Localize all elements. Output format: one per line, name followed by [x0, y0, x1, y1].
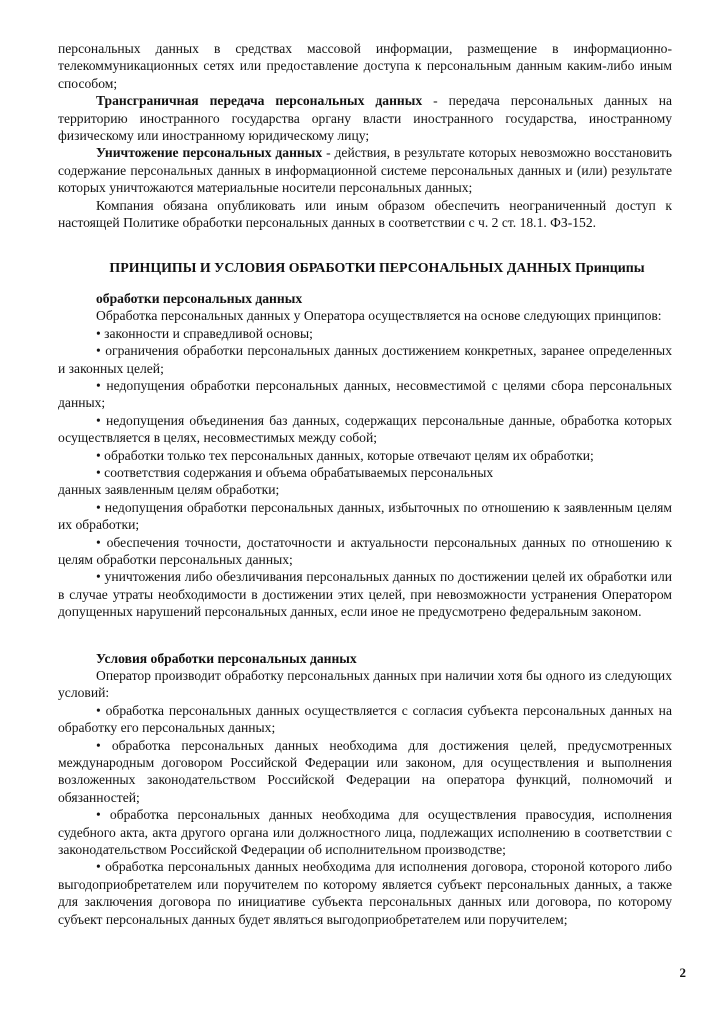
list-item: • законности и справедливой основы; [96, 325, 313, 341]
principles-intro: Обработка персональных данных у Оператора осуществляется на основе следующих принципов: [96, 308, 662, 324]
list-item: • уничтожения либо обезличивания персональных данных по достижении целей их обработки или в случае утраты необходимости в достижении этих целей, при невозможности устранения Оператором допущенных нарушений персональных данных, если иное не предусмотрено федеральным законом. [58, 569, 672, 620]
list-item: • недопущения объединения баз данных, содержащих персональные данные, обработка которых осуществляется в целях, несовместимых между собой; [58, 412, 672, 446]
list-item: • соответствия содержания и объема обрабатываемых персональных [96, 464, 494, 480]
list-item: • обработка персональных данных осуществляется с согласия субъекта персональных данных на обработку его персональных данных; [58, 702, 672, 736]
page-number: 2 [679, 965, 686, 980]
principles-subheading: обработки персональных данных [96, 290, 303, 306]
list-item: • обеспечения точности, достаточности и актуальности персональных данных по отношению к целям обработки персональных данных; [58, 534, 672, 567]
term-destruction: Уничтожение персональных данных [96, 145, 323, 161]
definition-destruction: - действия, в результате которых невозможно восстановить содержание персональных данных в информационной системе персональных данных и (или) результате которых уничтожаются материальные носители персональных данных; [58, 145, 672, 196]
conditions-intro: Оператор производит обработку персональных данных при наличии хотя бы одного из следующих условий: [58, 668, 672, 701]
definition-cross-border-transfer: - передача персональных данных на территорию иностранного государства органу власти иностранного государства, иностранному физическому или иностранному юридическому лицу; [58, 93, 672, 144]
conditions-subheading: Условия обработки персональных данных [96, 650, 357, 666]
conditions-list [58, 702, 672, 928]
list-item: • обработка персональных данных необходима для достижения целей, предусмотренных международным договором Российской Федерации или законом, для осуществления и выполнения возложенных законодательством Российской Федерации на оператора функций, полномочий и обязанностей; [58, 737, 672, 805]
spacer [58, 231, 672, 248]
page-content [58, 40, 672, 928]
principles-list [58, 325, 672, 621]
spacer [58, 621, 672, 638]
term-cross-border-transfer: Трансграничная передача персональных данных [96, 93, 423, 109]
intro-paragraph-4: Компания обязана опубликовать или иным образом обеспечить неограниченный доступ к настоящей Политике обработки персональных данных в соответствии с ч. 2 ст. 18.1. ФЗ-152. [58, 197, 672, 231]
intro-paragraph-1: персональных данных в средствах массовой информации, размещение в информационно-телекоммуникационных сетях или предоставление доступа к персональным данным каким-либо иным способом; [58, 41, 672, 91]
intro-paragraph-2 [58, 92, 672, 144]
list-item: • недопущения обработки персональных данных, избыточных по отношению к заявленным целям их обработки; [58, 499, 672, 533]
intro-paragraph-3 [58, 144, 672, 196]
list-item: • обработка персональных данных необходима для исполнения договора, стороной которого либо выгодоприобретателем или поручителем по которому является субъект персональных данных, а также для заключения договора по инициативе субъекта персональных данных или договора, по которому субъект персональных данных будет являться выгодоприобретателем или поручителем; [58, 859, 672, 927]
section-heading: ПРИНЦИПЫ И УСЛОВИЯ ОБРАБОТКИ ПЕРСОНАЛЬНЫХ ДАННЫХ Принципы [109, 261, 645, 277]
list-item: данных заявленным целям обработки; [58, 482, 280, 498]
list-item: • недопущения обработки персональных данных, несовместимой с целями сбора персональных данных; [58, 377, 672, 411]
list-item: • обработки только тех персональных данных, которые отвечают целям их обработки; [96, 447, 594, 463]
list-item: • обработка персональных данных необходима для осуществления правосудия, исполнения судебного акта, акта другого органа или должностного лица, подлежащих исполнению в соответствии с законодательством Российской Федерации об исполнительном производстве; [58, 807, 672, 858]
list-item: • ограничения обработки персональных данных достижением конкретных, заранее определенных и законных целей; [58, 343, 672, 376]
